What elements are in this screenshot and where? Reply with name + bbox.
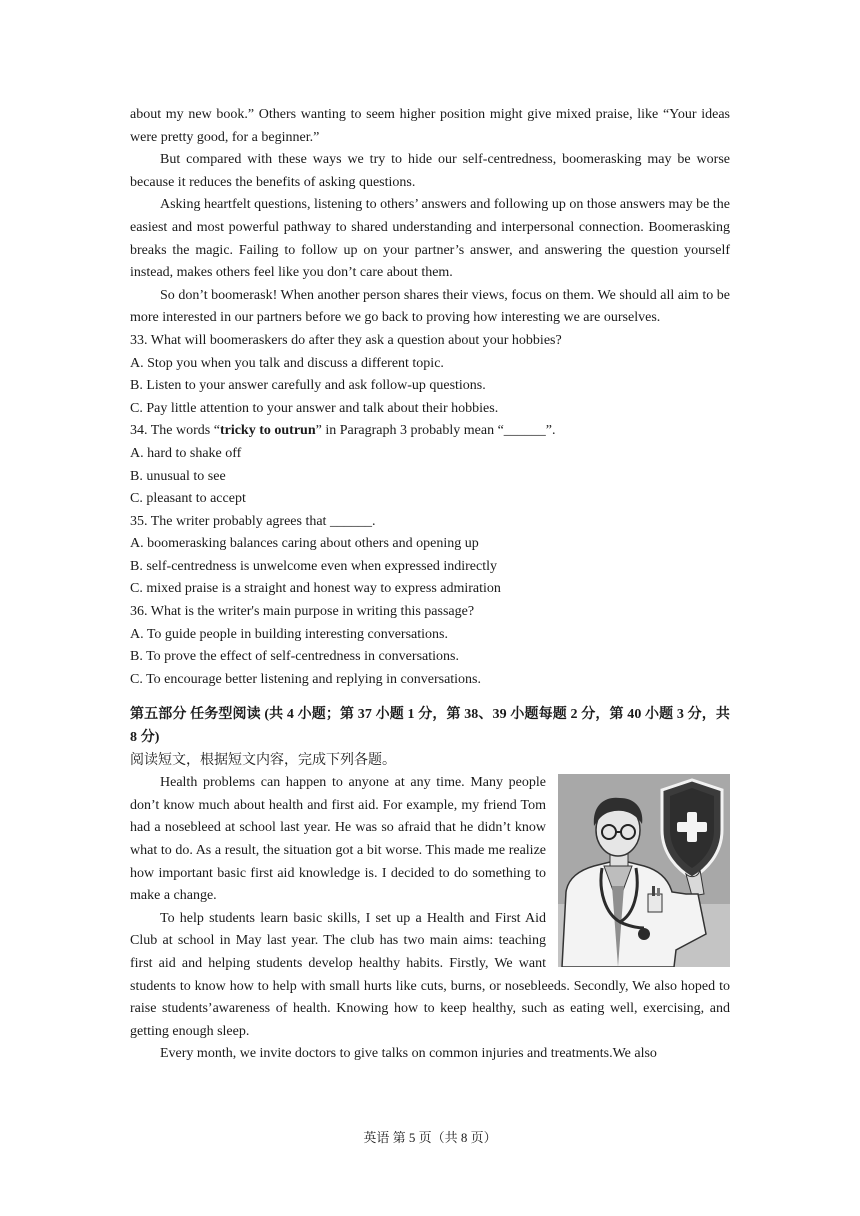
passage-paragraph-1: Health problems can happen to anyone at any time. Many people don’t know much about health and first aid. For example, my friend Tom had a nosebleed at school last year. He was so afraid that he didn’t know what to do. As a result, the situation got a bit worse. This made me realize how important basic first aid knowledge is. I decided to do something to make a change. bbox=[130, 775, 546, 904]
question-stem: 35. The writer probably agrees that ______. bbox=[130, 513, 376, 529]
question-36 bbox=[130, 601, 730, 691]
question-stem bbox=[130, 420, 730, 443]
stem-suffix: ” in Paragraph 3 probably mean “______”. bbox=[315, 423, 556, 439]
option-a: A. To guide people in building interesting conversations. bbox=[130, 626, 448, 642]
option-c: C. pleasant to accept bbox=[130, 491, 246, 507]
option-a: A. hard to shake off bbox=[130, 445, 242, 461]
question-35 bbox=[130, 511, 730, 601]
passage-paragraph-3: Every month, we invite doctors to give talks on common injuries and treatments.We also bbox=[160, 1046, 657, 1062]
section5-passage bbox=[130, 772, 730, 1066]
option-c: C. Pay little attention to your answer and talk about their hobbies. bbox=[130, 400, 499, 416]
question-stem: 33. What will boomeraskers do after they ask a question about your hobbies? bbox=[130, 332, 562, 348]
section-heading: 第五部分 任务型阅读 (共 4 小题；第 37 小题 1 分，第 38、39 小题每题 2 分，第 40 小题 3 分，共 8 分) bbox=[130, 707, 730, 746]
option-b: B. To prove the effect of self-centredness in conversations. bbox=[130, 649, 459, 665]
paragraph-continued: about my new book.” Others wanting to seem higher position might give mixed praise, like “Your ideas were pretty good, for a beginner.” bbox=[130, 107, 730, 145]
question-33 bbox=[130, 330, 730, 420]
option-b: B. self-centredness is unwelcome even when expressed indirectly bbox=[130, 558, 497, 574]
doctor-shield-icon bbox=[558, 774, 730, 967]
question-34 bbox=[130, 420, 730, 510]
option-a: A. boomerasking balances caring about others and opening up bbox=[130, 536, 479, 552]
page-footer: 英语 第 5 页（共 8 页） bbox=[363, 1130, 497, 1145]
option-a: A. Stop you when you talk and discuss a different topic. bbox=[130, 355, 444, 371]
paragraph-4: So don’t boomerask! When another person shares their views, focus on them. We should all aim to be more interested in our partners before we go back to proving how interesting we are ourselves. bbox=[130, 287, 730, 326]
passage-paragraph-2: To help students learn basic skills, I set up a Health and First Aid Club at school in May last year. The club has two main aims: teaching first aid and helping students develop healthy habits. Firstly, We want students to know how to help with small hurts like cuts, burns, or nosebleeds. Secondly, We also hoped to raise students’awareness of health. Knowing how to keep healthy, such as eating well, exercising, and getting enough sleep. bbox=[130, 910, 730, 1039]
doctor-illustration bbox=[558, 774, 730, 967]
option-c: C. To encourage better listening and replying in conversations. bbox=[130, 671, 482, 687]
page-content bbox=[130, 104, 730, 1066]
paragraph-2: But compared with these ways we try to hide our self-centredness, boomerasking may be worse because it reduces the benefits of asking questions. bbox=[130, 152, 730, 190]
paragraph-3: Asking heartfelt questions, listening to others’ answers and following up on those answers may be the easiest and most powerful pathway to shared understanding and interpersonal connection. Boomerasking breaks the magic. Failing to follow up on your partner’s answer, and answering the question yourself instead, makes others feel like you don’t care about them. bbox=[130, 197, 730, 281]
option-c: C. mixed praise is a straight and honest way to express admiration bbox=[130, 581, 501, 597]
section-instruction: 阅读短文，根据短文内容，完成下列各题。 bbox=[130, 752, 396, 768]
stem-bold-phrase: tricky to outrun bbox=[219, 423, 316, 439]
option-b: B. unusual to see bbox=[130, 468, 226, 484]
option-b: B. Listen to your answer carefully and ask follow-up questions. bbox=[130, 378, 486, 394]
question-stem: 36. What is the writer's main purpose in writing this passage? bbox=[130, 604, 475, 620]
stem-prefix: 34. The words “ bbox=[130, 423, 220, 439]
